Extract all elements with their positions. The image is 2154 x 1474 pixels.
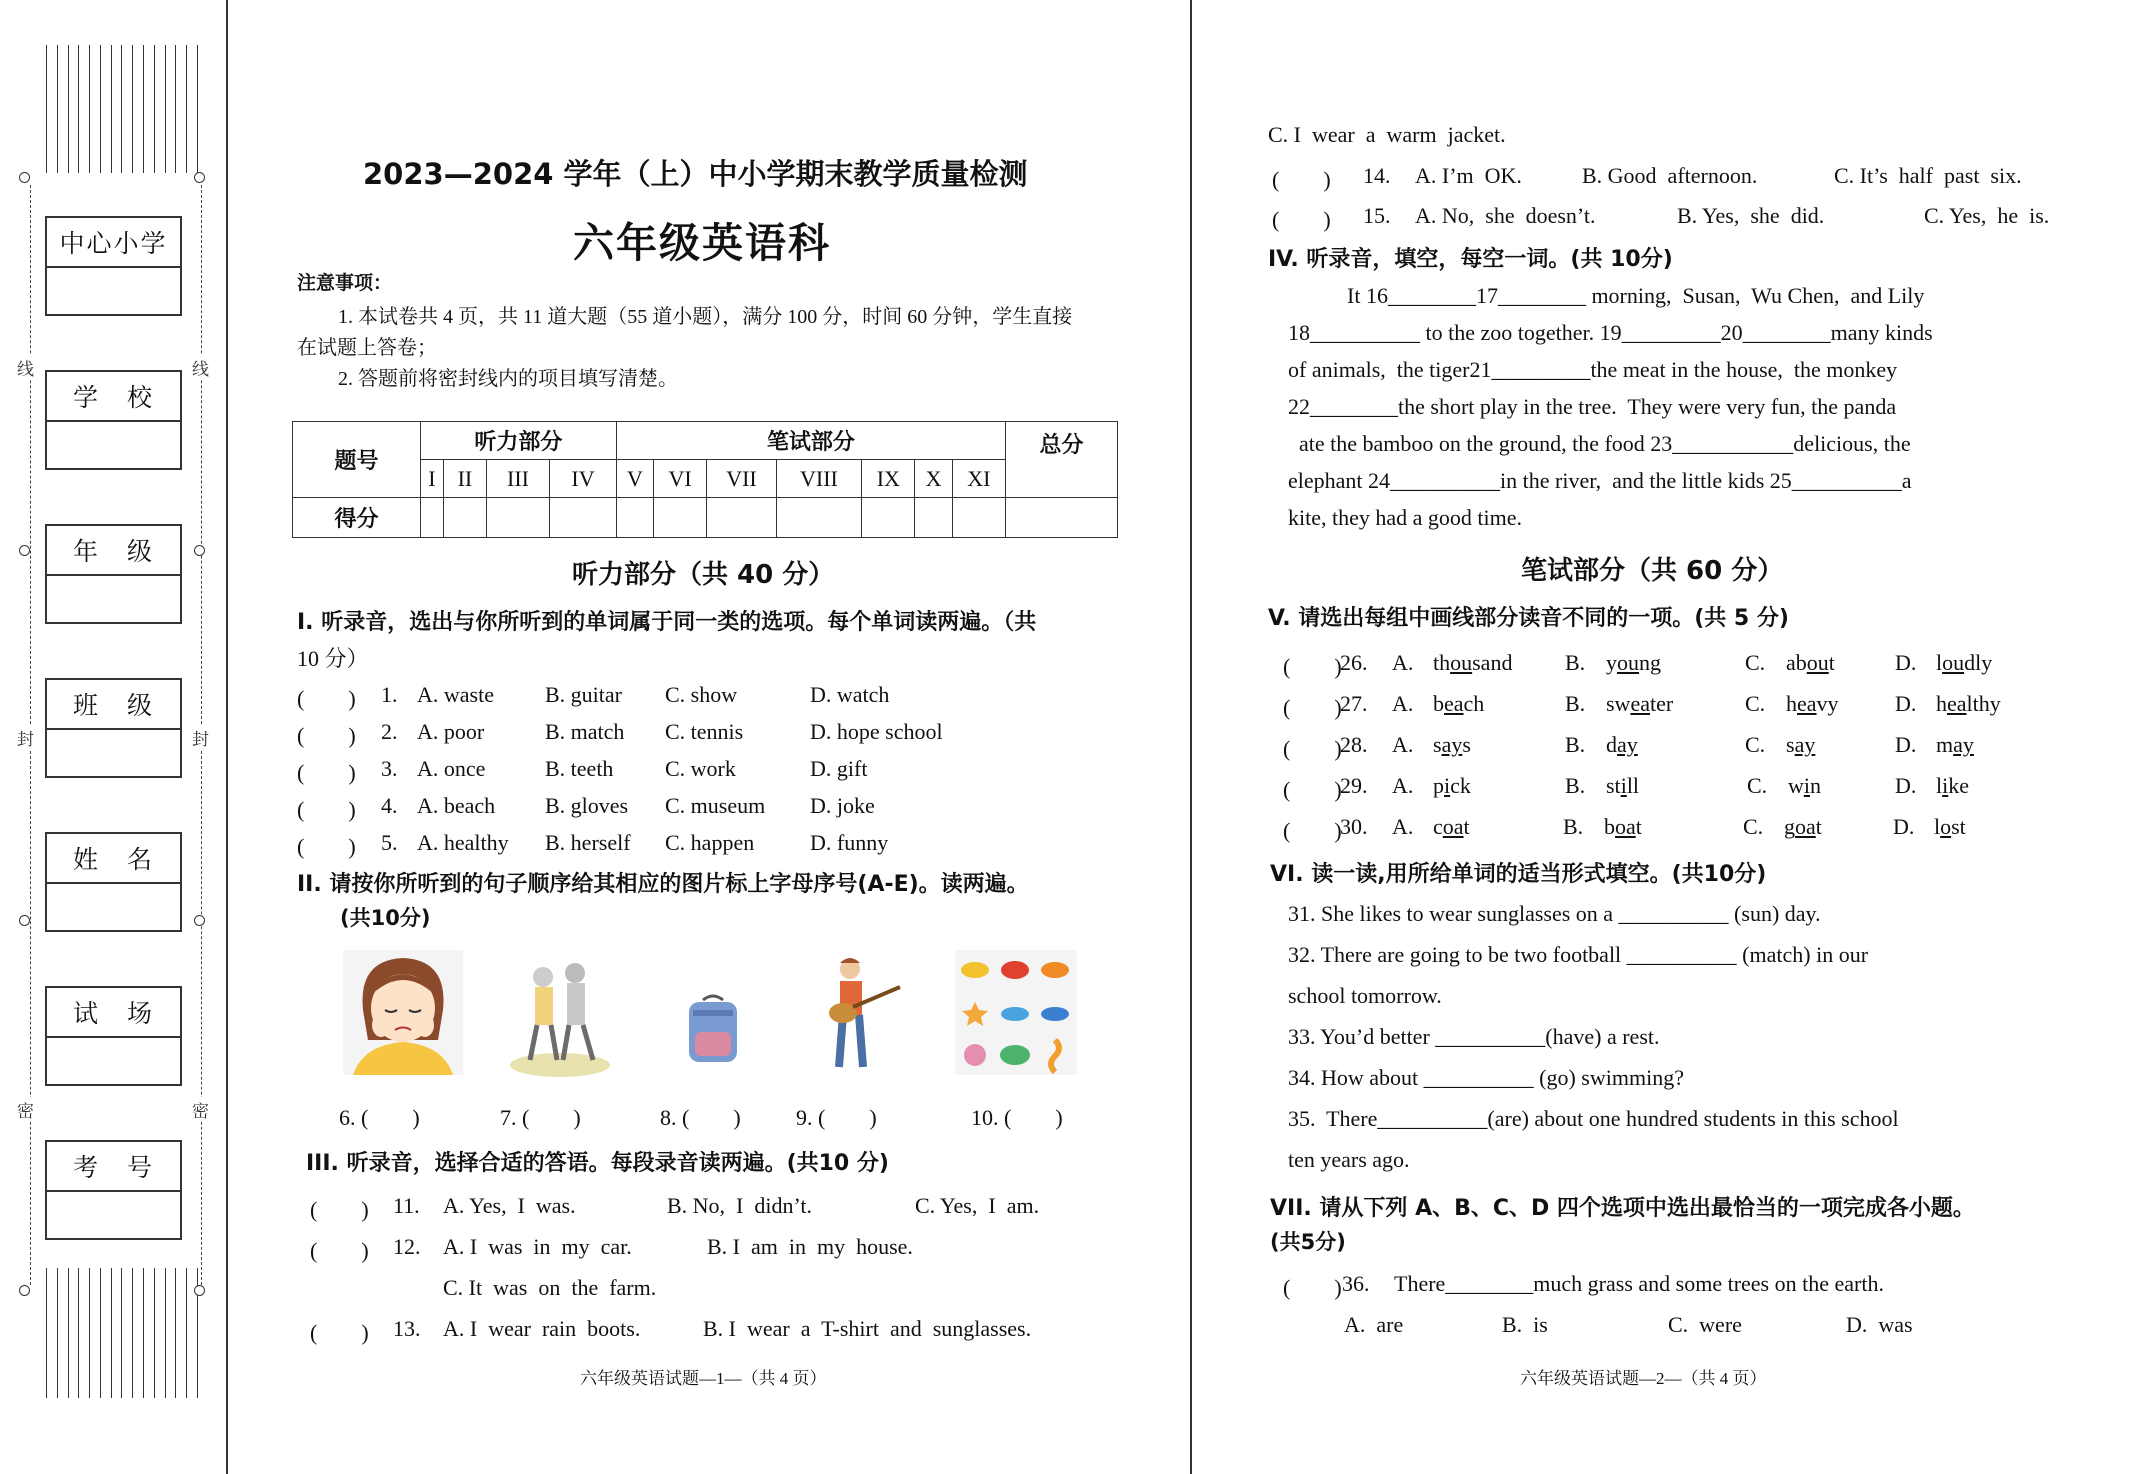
section-title: III. 听录音，选择合适的答语。每段录音读两遍。(共10 分)	[306, 1151, 889, 1176]
option-b: B. is	[1502, 1312, 1548, 1337]
score-cell[interactable]	[776, 498, 862, 538]
section-title: 10 分）	[297, 646, 369, 671]
section-title: I. 听录音，选出与你所听到的单词属于同一类的选项。每个单词读两遍。（共	[297, 610, 1037, 635]
option-letter: C.	[1745, 650, 1766, 675]
q-number: 4.	[381, 793, 398, 818]
score-cell[interactable]	[653, 498, 706, 538]
score-table	[292, 421, 1118, 538]
seal-char-mi: 密	[192, 1097, 209, 1122]
option-c: C. work	[665, 756, 736, 781]
option-c: C. It’s half past six.	[1834, 163, 2022, 188]
field-label: 年 级	[47, 526, 180, 576]
option-c: C. It was on the farm.	[443, 1275, 657, 1300]
q-number: 26.	[1340, 650, 1368, 675]
phonics-word: says	[1433, 732, 1471, 757]
score-cell[interactable]	[915, 498, 952, 538]
answer-paren[interactable]: ( )	[1283, 777, 1342, 802]
section-title: VI. 读一读,用所给单词的适当形式填空。(共10分)	[1270, 862, 1767, 887]
answer-paren[interactable]: ( )	[310, 1320, 369, 1345]
seal-circle	[194, 172, 205, 183]
q-number: 11.	[393, 1193, 420, 1218]
writing-heading: 笔试部分（共 60 分）	[1521, 556, 1784, 586]
q-number: 5.	[381, 830, 398, 855]
notes-line: 1. 本试卷共 4 页，共 11 道大题（55 道小题），满分 100 分，时间 60 分钟，学生直接	[338, 306, 1073, 328]
answer-paren[interactable]: ( )	[1272, 207, 1331, 232]
phonics-word: young	[1606, 650, 1661, 675]
section-title: (共5分)	[1270, 1230, 1346, 1254]
option-a: A. waste	[417, 682, 494, 707]
option-a: A. are	[1344, 1312, 1404, 1337]
option-d: D. hope school	[810, 719, 943, 744]
option-a: A. healthy	[417, 830, 509, 855]
answer-paren[interactable]: ( )	[1283, 1275, 1342, 1300]
score-col: III	[486, 460, 549, 498]
q-number: 29.	[1340, 773, 1368, 798]
q-number: 13.	[393, 1316, 421, 1341]
section-title: V. 请选出每组中画线部分读音不同的一项。(共 5 分)	[1268, 606, 1789, 631]
phonics-word: goat	[1784, 814, 1822, 839]
notes-line: 2. 答题前将密封线内的项目填写清楚。	[338, 368, 678, 390]
option-d: D. gift	[810, 756, 868, 781]
field-name[interactable]	[45, 832, 182, 932]
score-col: XI	[952, 460, 1005, 498]
score-cell[interactable]	[550, 498, 617, 538]
score-col: VII	[707, 460, 776, 498]
fill-line[interactable]: 34. How about __________ (go) swimming?	[1288, 1065, 1684, 1090]
score-total-header: 总分	[1006, 422, 1118, 498]
picture-label[interactable]: 8. ( )	[660, 1105, 741, 1130]
phonics-word: coat	[1433, 814, 1470, 839]
option-d: D. funny	[810, 830, 889, 855]
phonics-word: pick	[1433, 773, 1471, 798]
phonics-word: boat	[1604, 814, 1642, 839]
score-col: V	[616, 460, 653, 498]
score-label: 得分	[293, 498, 421, 538]
score-cell[interactable]	[1006, 498, 1118, 538]
listening-heading: 听力部分（共 40 分）	[572, 560, 835, 590]
answer-paren[interactable]: ( )	[1283, 736, 1342, 761]
field-label: 中心小学	[47, 218, 180, 268]
option-letter: C.	[1745, 732, 1766, 757]
option-b: B. Yes, she did.	[1677, 203, 1825, 228]
option-c: C. happen	[665, 830, 755, 855]
option-b: B. I wear a T-shirt and sunglasses.	[703, 1316, 1032, 1341]
option-c: C. Yes, he is.	[1924, 203, 2050, 228]
picture-label[interactable]: 10. ( )	[971, 1105, 1063, 1130]
option-a: A. I was in my car.	[443, 1234, 632, 1259]
old-couple-walking-picture	[505, 955, 615, 1080]
phonics-word: may	[1936, 732, 1974, 757]
notes-heading: 注意事项：	[297, 272, 393, 294]
seal-char-xian: 线	[192, 355, 209, 380]
score-col: I	[421, 460, 444, 498]
option-d: D. was	[1846, 1312, 1913, 1337]
q-number: 28.	[1340, 732, 1368, 757]
option-letter: B.	[1563, 814, 1584, 839]
option-d: D. watch	[810, 682, 890, 707]
seal-circle	[19, 1285, 30, 1296]
answer-paren[interactable]: ( )	[1283, 654, 1342, 679]
fill-line: ten years ago.	[1288, 1147, 1410, 1172]
sea-animals-picture	[955, 950, 1077, 1075]
score-cell[interactable]	[707, 498, 776, 538]
seal-circle	[194, 1285, 205, 1296]
option-a: A. I’m OK.	[1415, 163, 1522, 188]
option-a: A. I wear rain boots.	[443, 1316, 641, 1341]
cloze-line[interactable]: of animals, the tiger21_________the meat in the house, the monkey	[1288, 357, 1898, 382]
option-a: A. poor	[417, 719, 485, 744]
phonics-word: about	[1786, 650, 1835, 675]
phonics-word: heavy	[1786, 691, 1839, 716]
q-number: 27.	[1340, 691, 1368, 716]
seal-char-feng: 封	[17, 725, 34, 750]
field-label: 班 级	[47, 680, 180, 730]
score-cell[interactable]	[616, 498, 653, 538]
option-b: B. gloves	[545, 793, 629, 818]
option-letter: C.	[1743, 814, 1764, 839]
score-row-label: 题号	[293, 422, 421, 498]
answer-paren[interactable]: ( )	[1272, 167, 1331, 192]
option-c: C. show	[665, 682, 738, 707]
score-cell[interactable]	[443, 498, 486, 538]
phonics-word: still	[1606, 773, 1640, 798]
page-divider	[1190, 0, 1192, 1474]
option-b: B. teeth	[545, 756, 614, 781]
notes-line: 在试题上答卷；	[297, 337, 437, 359]
score-cell[interactable]	[486, 498, 549, 538]
option-b: B. match	[545, 719, 625, 744]
option-letter: D.	[1895, 773, 1917, 798]
field-label: 试 场	[47, 988, 180, 1038]
field-exam-room[interactable]	[45, 986, 182, 1086]
page-footer: 六年级英语试题—1—（共 4 页）	[580, 1369, 827, 1388]
option-b: B. herself	[545, 830, 631, 855]
option-letter: B.	[1565, 650, 1586, 675]
option-c: C. Yes, I am.	[915, 1193, 1040, 1218]
fill-line[interactable]: 35. There__________(are) about one hundred students in this school	[1288, 1106, 1899, 1131]
girl-crying-picture	[343, 950, 463, 1075]
cloze-line[interactable]: It 16________17________ morning, Susan, Wu Chen, and Lily	[1347, 283, 1925, 308]
cloze-line[interactable]: elephant 24__________in the river, and the little kids 25__________a	[1288, 468, 1912, 493]
option-b: B. guitar	[545, 682, 622, 707]
answer-paren[interactable]: ( )	[310, 1238, 369, 1263]
option-b: B. I am in my house.	[707, 1234, 913, 1259]
answer-paren[interactable]: ( )	[297, 760, 356, 785]
q-number: 3.	[381, 756, 398, 781]
section-title: II. 请按你所听到的句子顺序给其相应的图片标上字母序号(A-E)。读两遍。	[297, 872, 1029, 897]
phonics-word: like	[1936, 773, 1970, 798]
option-letter: A.	[1392, 732, 1414, 757]
field-label: 考 号	[47, 1142, 180, 1192]
seal-circle	[194, 915, 205, 926]
option-letter: C.	[1745, 691, 1766, 716]
score-col: II	[443, 460, 486, 498]
option-a: A. once	[417, 756, 486, 781]
option-letter: B.	[1565, 691, 1586, 716]
seal-char-feng: 封	[192, 725, 209, 750]
q-number: 30.	[1340, 814, 1368, 839]
fill-line[interactable]: 33. You’d better __________(have) a rest.	[1288, 1024, 1660, 1049]
option-c: C. I wear a warm jacket.	[1268, 122, 1506, 147]
q-number: 1.	[381, 682, 398, 707]
q-text: There________much grass and some trees on the earth.	[1394, 1271, 1884, 1296]
phonics-word: say	[1786, 732, 1816, 757]
exam-title: 2023—2024 学年（上）中小学期末教学质量检测	[363, 157, 1028, 191]
section-title: VII. 请从下列 A、B、C、D 四个选项中选出最恰当的一项完成各小题。	[1270, 1196, 1975, 1221]
option-a: A. beach	[417, 793, 496, 818]
q-number: 14.	[1363, 163, 1391, 188]
field-label: 姓 名	[47, 834, 180, 884]
score-col: VIII	[776, 460, 862, 498]
field-class[interactable]	[45, 678, 182, 778]
fill-line[interactable]: 32. There are going to be two football __________ (match) in our	[1288, 942, 1869, 967]
option-letter: A.	[1392, 691, 1414, 716]
score-col: VI	[653, 460, 706, 498]
exam-subject: 六年级英语科	[573, 219, 831, 267]
phonics-word: loudly	[1936, 650, 1993, 675]
phonics-word: beach	[1433, 691, 1485, 716]
seal-circle	[194, 545, 205, 556]
answer-paren[interactable]: ( )	[297, 834, 356, 859]
seal-circle	[19, 915, 30, 926]
option-letter: D.	[1895, 732, 1917, 757]
option-letter: C.	[1747, 773, 1768, 798]
phonics-word: thousand	[1433, 650, 1513, 675]
answer-paren[interactable]: ( )	[297, 723, 356, 748]
fill-line[interactable]: 31. She likes to wear sunglasses on a __________ (sun) day.	[1288, 901, 1821, 926]
boy-guitar-picture	[805, 955, 910, 1080]
section-title: IV. 听录音，填空，每空一词。(共 10分)	[1268, 247, 1673, 272]
answer-paren[interactable]: ( )	[297, 797, 356, 822]
score-col: IV	[550, 460, 617, 498]
option-a: A. Yes, I was.	[443, 1193, 576, 1218]
option-letter: B.	[1565, 773, 1586, 798]
picture-label[interactable]: 9. ( )	[796, 1105, 877, 1130]
option-c: C. tennis	[665, 719, 744, 744]
page-border-left	[226, 0, 228, 1474]
stripe-top	[46, 45, 198, 173]
section-title: (共10分)	[340, 906, 431, 930]
score-listening-header: 听力部分	[421, 422, 617, 460]
score-col: X	[915, 460, 952, 498]
seal-circle	[19, 545, 30, 556]
q-number: 2.	[381, 719, 398, 744]
cloze-line[interactable]: 18__________ to the zoo together. 19_________20________many kinds	[1288, 320, 1933, 345]
cloze-line[interactable]: kite, they had a good time.	[1288, 505, 1522, 530]
picture-label[interactable]: 6. ( )	[339, 1105, 420, 1130]
q-number: 15.	[1363, 203, 1391, 228]
cloze-line[interactable]: ate the bamboo on the ground, the food 23___________delicious, the	[1299, 431, 1911, 456]
option-letter: A.	[1392, 814, 1414, 839]
option-b: B. Good afternoon.	[1582, 163, 1758, 188]
q-number: 36.	[1342, 1271, 1370, 1296]
seal-char-mi: 密	[17, 1097, 34, 1122]
answer-paren[interactable]: ( )	[310, 1197, 369, 1222]
phonics-word: sweater	[1606, 691, 1674, 716]
q-number: 12.	[393, 1234, 421, 1259]
backpack-picture	[683, 992, 743, 1067]
cloze-line[interactable]: 22________the short play in the tree. They were very fun, the panda	[1288, 394, 1897, 419]
answer-paren[interactable]: ( )	[1283, 695, 1342, 720]
score-col: IX	[862, 460, 915, 498]
answer-paren[interactable]: ( )	[297, 686, 356, 711]
option-letter: D.	[1895, 650, 1917, 675]
field-school[interactable]	[45, 370, 182, 470]
field-grade[interactable]	[45, 524, 182, 624]
option-d: D. joke	[810, 793, 875, 818]
option-c: C. were	[1668, 1312, 1742, 1337]
field-label: 学 校	[47, 372, 180, 422]
score-writing-header: 笔试部分	[616, 422, 1005, 460]
phonics-word: win	[1788, 773, 1822, 798]
option-letter: D.	[1895, 691, 1917, 716]
option-a: A. No, she doesn’t.	[1415, 203, 1596, 228]
answer-paren[interactable]: ( )	[1283, 818, 1342, 843]
option-letter: B.	[1565, 732, 1586, 757]
page-footer: 六年级英语试题—2—（共 4 页）	[1520, 1369, 1767, 1388]
fill-line: school tomorrow.	[1288, 983, 1442, 1008]
phonics-word: lost	[1934, 814, 1966, 839]
seal-circle	[19, 172, 30, 183]
score-cell[interactable]	[421, 498, 444, 538]
seal-char-xian: 线	[17, 355, 34, 380]
option-b: B. No, I didn’t.	[667, 1193, 813, 1218]
option-c: C. museum	[665, 793, 766, 818]
field-school-center[interactable]	[45, 216, 182, 316]
option-letter: D.	[1893, 814, 1915, 839]
score-cell[interactable]	[862, 498, 915, 538]
picture-label[interactable]: 7. ( )	[500, 1105, 581, 1130]
score-cell[interactable]	[952, 498, 1005, 538]
phonics-word: healthy	[1936, 691, 2001, 716]
option-letter: A.	[1392, 773, 1414, 798]
option-letter: A.	[1392, 650, 1414, 675]
field-exam-number[interactable]	[45, 1140, 182, 1240]
phonics-word: day	[1606, 732, 1638, 757]
stripe-bottom	[46, 1268, 198, 1398]
